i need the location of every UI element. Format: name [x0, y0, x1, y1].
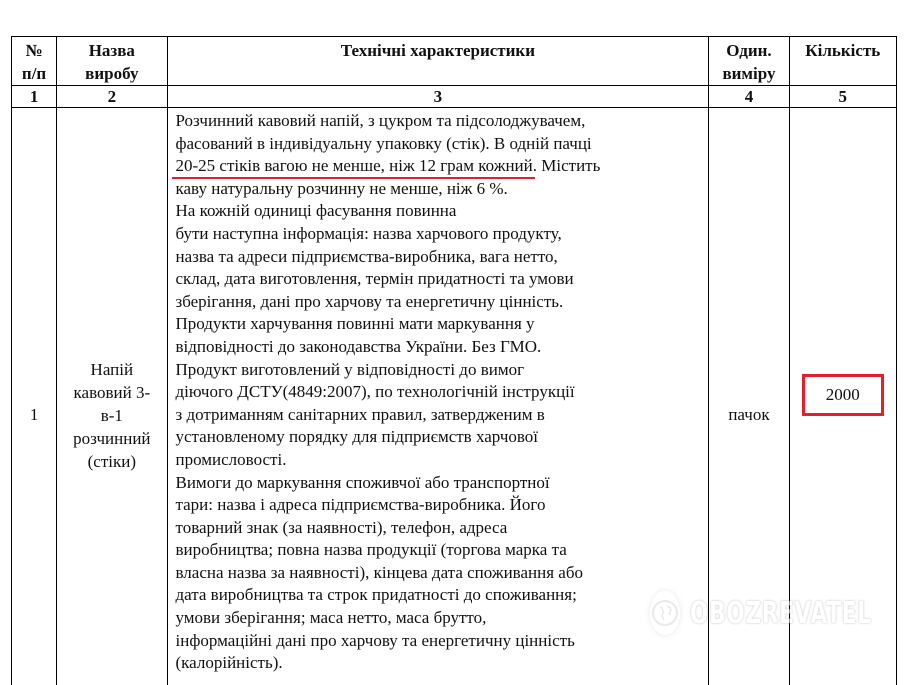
row-number-cell: [12, 108, 57, 685]
highlighted-line: 20-25 стіків вагою не менше, ніж 12 грам кожний. Містить: [175, 156, 601, 176]
product-name-cell: [57, 108, 167, 685]
red-underline-highlight: 20-25 стіків вагою не менше, ніж 12 грам кожний: [175, 156, 533, 176]
table-row: [12, 108, 897, 685]
header-unit: Один. виміру: [709, 37, 789, 86]
header-specifications: Технічні характеристики: [167, 37, 709, 86]
quantity-cell: [789, 108, 896, 685]
header-quantity: Кількість: [789, 37, 896, 86]
unit-value: пачок: [728, 404, 770, 424]
header-number: № п/п: [12, 37, 57, 86]
product-name: Напій кавовий 3- в-1 розчинний (стіки): [73, 359, 151, 471]
specifications-table: [11, 36, 897, 685]
quantity-highlight-box: 2000: [802, 374, 884, 416]
header-product-name: Назва виробу: [57, 37, 167, 86]
watermark-text: OBOZREVATEL: [690, 595, 872, 631]
column-number: 4: [709, 86, 789, 108]
header-row: [12, 37, 897, 86]
unit-cell: [709, 108, 789, 685]
column-number: 3: [167, 86, 709, 108]
column-number-row: [12, 86, 897, 108]
column-number: 5: [789, 86, 896, 108]
row-number: 1: [29, 404, 39, 424]
column-number: 1: [12, 86, 57, 108]
specification-description: Розчинний кавовий напій, з цукром та підсолоджувачем, фасований в індивідуальну упаковку (стік). В одній пачці 20-25 стіків вагою не менше, ніж 12 грам кожний. Містить каву натуральну розчинну не менше, ніж 6 %. На кожній одиниці фасування повинна бути наступна інформація: назва харчового продукту, назва та адреси підприємства-виробника, вага нетто, склад, дата виготовлення, термін придатності та умови зберігання, дані про харчову та енергетичну цінність. Продукти харчування повинні мати маркування у відповідності до законодавства України. Без ГМО. Продукт виготовлений у відповідності до вимог діючого ДСТУ(4849:2007), по технологічній інструкції з дотриманням санітарних правил, затвердженим в установленому порядку для підприємств харчової промисловості. Вимоги до маркування споживчої або транспортної тари: назва і адреса підприємства-виробника. Його товарний знак (за наявності), телефон, адреса виробництва; повна назва продукції (торгова марка та власна назва за наявності), кінцева дата споживання або дата виробництва та строк придатності до споживання; умови зберігання; маса нетто, маса брутто, інформаційні дані про харчову та енергетичну цінність (калорійність).: [167, 108, 709, 685]
column-number: 2: [57, 86, 167, 108]
